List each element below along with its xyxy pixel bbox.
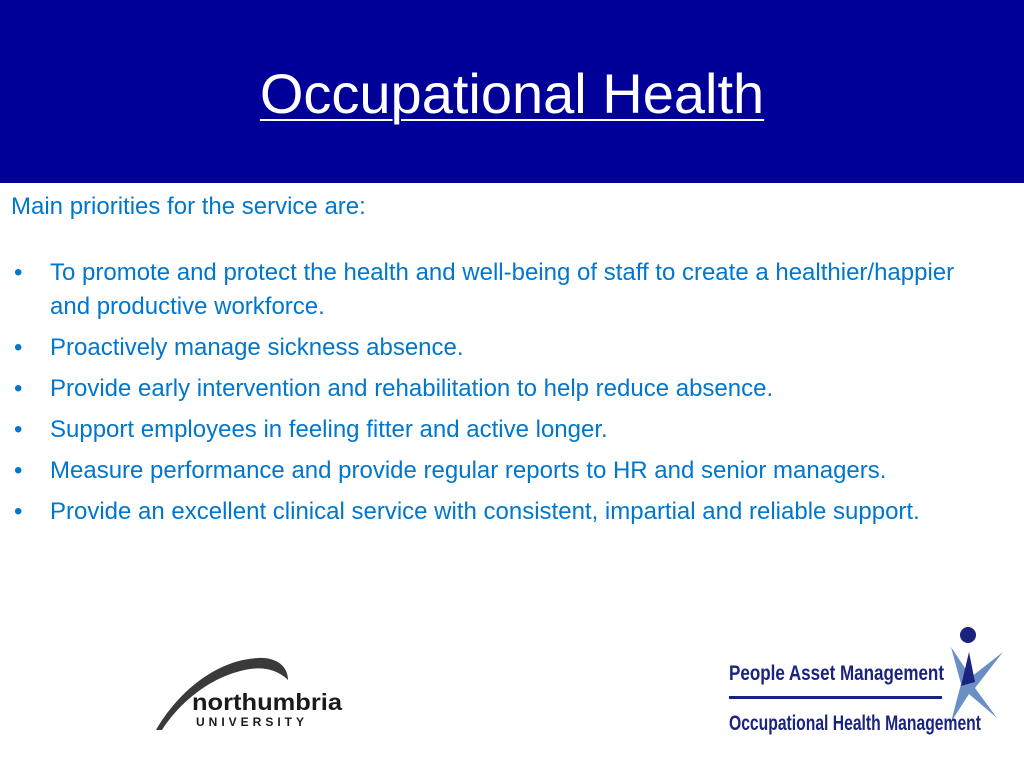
bullet-icon: •	[14, 498, 23, 525]
list-item-text: Proactively manage sickness absence.	[50, 334, 464, 361]
list-item	[11, 256, 991, 324]
logo-divider	[729, 696, 942, 699]
northumbria-university-logo	[150, 654, 350, 734]
slide-title: Occupational Health	[259, 62, 765, 125]
list-item-text: Measure performance and provide regular reports to HR and senior managers.	[50, 457, 887, 484]
bullet-icon: •	[14, 334, 23, 361]
bullet-icon: •	[14, 416, 23, 443]
bullet-icon: •	[14, 375, 23, 402]
logo-subtext: UNIVERSITY	[196, 715, 309, 729]
list-item-text: Support employees in feeling fitter and active longer.	[50, 416, 608, 443]
person-head-icon	[960, 627, 976, 643]
logo-title: People Asset Management	[729, 662, 944, 685]
list-item	[11, 372, 991, 406]
intro-text: Main priorities for the service are:	[11, 193, 366, 220]
title-banner	[0, 0, 1024, 183]
list-item	[11, 454, 991, 488]
logo-wordmark: northumbria	[192, 689, 343, 715]
person-figure-icon	[951, 647, 1003, 722]
list-item	[11, 413, 991, 447]
slide-body	[11, 190, 991, 536]
bullet-icon: •	[14, 457, 23, 484]
bullet-icon: •	[14, 259, 23, 286]
list-item-text: Provide an excellent clinical service with consistent, impartial and reliable support.	[50, 498, 920, 525]
list-item-text: Provide early intervention and rehabilitation to help reduce absence.	[50, 375, 774, 402]
list-item	[11, 331, 991, 365]
logo-subtitle: Occupational Health Management	[729, 712, 982, 735]
list-item-text: To promote and protect the health and well-being of staff to create a healthier/happier and productive workforce.	[50, 259, 955, 320]
list-item	[11, 495, 991, 529]
people-asset-management-logo	[725, 622, 1010, 756]
priority-list	[11, 256, 991, 529]
